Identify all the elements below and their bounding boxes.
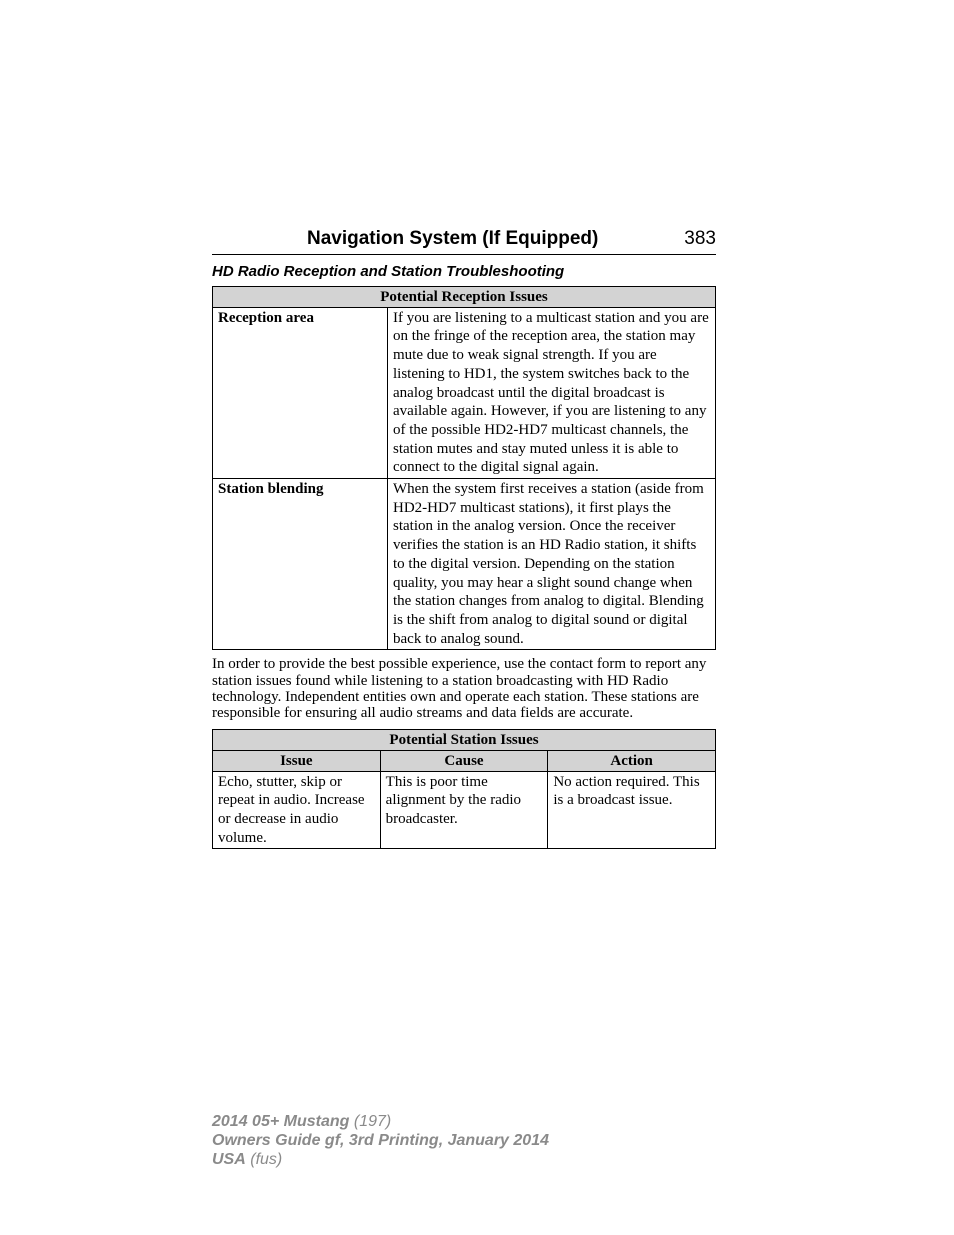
page-number: 383 xyxy=(684,228,716,249)
station-issues-table xyxy=(212,729,716,849)
reception-table-heading: Potential Reception Issues xyxy=(213,287,716,308)
table-header-row xyxy=(213,730,716,751)
cell-action: No action required. This is a broadcast issue. xyxy=(548,771,716,849)
footer-model-code: (197) xyxy=(353,1113,392,1130)
page-footer xyxy=(212,1112,549,1169)
body-paragraph: In order to provide the best possible experience, use the contact form to report any station issues found while listening to a station broadcasting with HD Radio technology. Independent entities own and operate each station. These stations are responsible for ensuring all audio streams and data fields are accurate. xyxy=(212,656,707,721)
footer-model: 2014 05+ Mustang xyxy=(212,1113,350,1130)
footer-line-1 xyxy=(212,1112,549,1131)
table-row xyxy=(213,479,716,650)
footer-market-code: (fus) xyxy=(250,1151,283,1168)
table-row xyxy=(213,771,716,849)
row-text: When the system first receives a station (aside from HD2-HD7 multicast stations), it first plays the station in the analog version. Once the receiver verifies the station is an HD Radio station, it shifts to the digital version. Depending on the station quality, you may hear a slight sound change when the station changes from analog to digital. Blending is the shift from analog to digital sound or digital back to analog sound. xyxy=(388,479,716,650)
column-header-row xyxy=(213,750,716,771)
page-title: Navigation System (If Equipped) xyxy=(307,228,599,249)
footer-line-3 xyxy=(212,1150,549,1169)
cell-cause: This is poor time alignment by the radio broadcaster. xyxy=(380,771,548,849)
manual-page xyxy=(212,228,716,849)
station-table-heading: Potential Station Issues xyxy=(213,730,716,751)
footer-line-2 xyxy=(212,1131,549,1150)
page-header xyxy=(212,228,716,255)
table-row xyxy=(213,307,716,478)
cell-issue: Echo, stutter, skip or repeat in audio. Increase or decrease in audio volume. xyxy=(213,771,381,849)
footer-guide: Owners Guide gf, 3rd Printing, January 2014 xyxy=(212,1132,549,1149)
column-header-action: Action xyxy=(548,750,716,771)
footer-market: USA xyxy=(212,1151,246,1168)
reception-issues-table xyxy=(212,286,716,650)
row-label: Station blending xyxy=(213,479,388,650)
table-header-row xyxy=(213,287,716,308)
section-title: HD Radio Reception and Station Troubleshooting xyxy=(212,263,565,280)
column-header-issue: Issue xyxy=(213,750,381,771)
row-label: Reception area xyxy=(213,307,388,478)
row-text: If you are listening to a multicast station and you are on the fringe of the reception area, the station may mute due to weak signal strength. If you are listening to HD1, the system switches back to the analog broadcast until the digital broadcast is available again. However, if you are listening to any of the possible HD2-HD7 multicast channels, the station mutes and stay muted unless it is able to connect to the digital signal again. xyxy=(388,307,716,478)
column-header-cause: Cause xyxy=(380,750,548,771)
